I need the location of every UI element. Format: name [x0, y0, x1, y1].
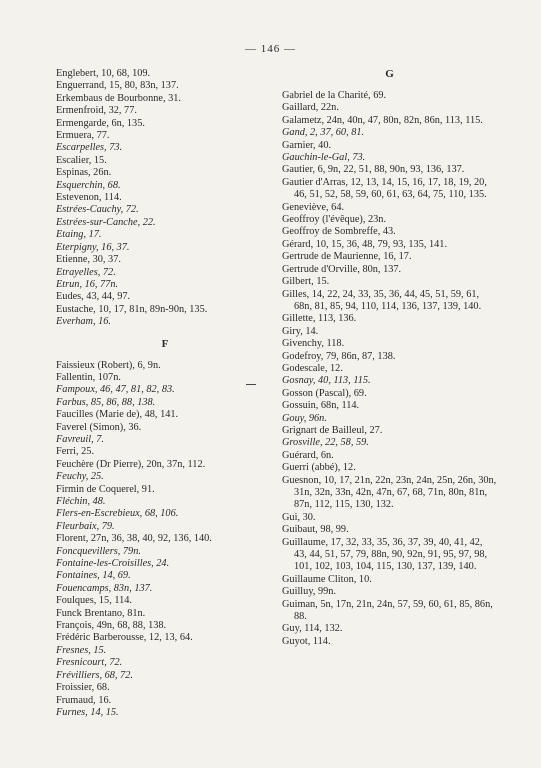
index-entry: Ermengarde, 6n, 135. — [56, 117, 145, 129]
index-entry: Geoffroy de Sombreffe, 43. — [282, 226, 396, 238]
index-entry: Eustache, 10, 17, 81n, 89n-90n, 135. — [56, 303, 208, 315]
index-entry: Faissieux (Robert), 6, 9n. — [56, 359, 161, 371]
index-entry: Etrun, 16, 77n. — [56, 278, 119, 290]
index-entry: Guillaume Cliton, 10. — [282, 573, 372, 585]
margin-mark — [246, 384, 256, 385]
index-entry: Furnes, 14, 15. — [56, 706, 119, 718]
index-entry: Gauchin-le-Gal, 73. — [282, 152, 366, 164]
index-entry: Gertrude d'Orville, 80n, 137. — [282, 263, 402, 275]
index-entry: Galametz, 24n, 40n, 47, 80n, 82n, 86n, 113, 115. — [282, 114, 483, 126]
index-entry: Funck Brentano, 81n. — [56, 607, 146, 619]
index-entry: Englebert, 10, 68, 109. — [56, 68, 151, 79]
index-entry: Fléchin, 48. — [56, 496, 106, 507]
index-entry: Etienne, 30, 37. — [56, 254, 121, 266]
index-entry: Gouy, 96n. — [282, 412, 327, 424]
index-entry: Eterpigny, 16, 37. — [56, 241, 130, 253]
index-entry: Gillette, 113, 136. — [282, 313, 357, 325]
index-entry: Frédéric Barberousse, 12, 13, 64. — [56, 632, 193, 644]
index-entry: Escalier, 15. — [56, 154, 107, 166]
index-entry: Grosville, 22, 58, 59. — [282, 437, 369, 449]
index-entry: Fleurbaix, 79. — [56, 520, 115, 532]
index-entry: Foncquevillers, 79n. — [56, 545, 141, 557]
index-entry: Everham, 16. — [56, 316, 112, 328]
index-entry: François, 49n, 68, 88, 138. — [56, 620, 167, 632]
index-entry: Estrées-sur-Canche, 22. — [56, 216, 156, 228]
index-entry: Froissier, 68. — [56, 682, 110, 694]
page-number: — 146 — — [245, 43, 296, 55]
index-entry: Gertrude de Maurienne, 16, 17. — [282, 251, 412, 263]
index-entry: Guy, 114, 132. — [282, 623, 343, 635]
index-entry: Ermuera, 77. — [56, 130, 110, 142]
index-entry: Enguerrand, 15, 80, 83n, 137. — [56, 80, 179, 92]
index-entry: Faucilles (Marie de), 48, 141. — [56, 409, 179, 421]
index-column-left — [56, 68, 274, 719]
index-entry: Frévilliers, 68, 72. — [56, 669, 133, 681]
index-entry: Firmin de Coquerel, 91. — [56, 483, 155, 495]
index-entry: Gossuin, 68n, 114. — [282, 400, 360, 412]
index-entry: Guiman, 5n, 17n, 21n, 24n, 57, 59, 60, 61, 85, 86n, 88. — [282, 598, 493, 623]
index-entry: Gérard, 10, 15, 36, 48, 79, 93, 135, 141. — [282, 238, 448, 250]
index-entry: Gabriel de la Charité, 69. — [282, 90, 387, 101]
index-entry: Guillaume, 17, 32, 33, 35, 36, 37, 39, 40, 41, 42, 43, 44, 51, 57, 79, 88n, 90, 92n, 91, 95, 97, 98, 101, 102, 103, 104, 115, 130, 137, 139, 140. — [282, 536, 488, 573]
index-entry: Estrées-Cauchy, 72. — [56, 204, 139, 216]
index-entry: Garnier, 40. — [282, 139, 332, 151]
index-entry: Godescale, 12. — [282, 362, 343, 374]
index-list-e — [56, 68, 274, 329]
index-entry: Feuchère (Dr Pierre), 20n, 37n, 112. — [56, 458, 206, 470]
index-entry: Ermenfroid, 32, 77. — [56, 105, 137, 117]
index-entry: Geoffroy (l'évêque), 23n. — [282, 214, 387, 226]
index-entry: Ferri, 25. — [56, 446, 95, 458]
section-letter-f: F — [161, 337, 169, 350]
index-entry: Faverel (Simon), 36. — [56, 421, 142, 433]
index-entry: Farbus, 85, 86, 88, 138. — [56, 396, 156, 408]
index-entry: Gilles, 14, 22, 24, 33, 35, 36, 44, 45, 51, 59, 61, 68n, 81, 85, 94, 110, 114, 136, 137, 139, 140. — [282, 288, 482, 312]
index-entry: Gosson (Pascal), 69. — [282, 387, 367, 399]
index-entry: Godefroy, 79, 86n, 87, 138. — [282, 350, 396, 362]
index-entry: Guilluy, 99n. — [282, 586, 336, 598]
index-entry: Favreuil, 7. — [56, 433, 104, 445]
index-entry: Eudes, 43, 44, 97. — [56, 291, 131, 303]
index-entry: Espinas, 26n. — [56, 167, 112, 179]
index-entry: Gautier d'Arras, 12, 13, 14, 15, 16, 17, 18, 19, 20, 46, 51, 52, 58, 59, 60, 61, 63, 64, 75, 110, 135. — [282, 176, 487, 201]
index-entry: Gui, 30. — [282, 511, 316, 523]
index-entry: Escarpelles, 73. — [56, 142, 123, 154]
index-entry: Guérard, 6n. — [282, 449, 334, 461]
section-letter-g: G — [385, 68, 394, 80]
index-entry: Guibaut, 98, 99. — [282, 524, 349, 536]
index-entry: Fampoux, 46, 47, 81, 82, 83. — [56, 384, 175, 396]
index-column-right — [282, 68, 497, 648]
index-entry: Geneviève, 64. — [282, 201, 345, 213]
index-entry: Givenchy, 118. — [282, 338, 345, 350]
index-entry: Florent, 27n, 36, 38, 40, 92, 136, 140. — [56, 533, 212, 545]
index-entry: Grignart de Bailleul, 27. — [282, 424, 383, 436]
index-entry: Erkembaus de Bourbonne, 31. — [56, 92, 181, 104]
index-entry: Feuchy, 25. — [56, 471, 104, 483]
index-entry: Fontaine-les-Croisilles, 24. — [56, 558, 170, 570]
index-entry: Gilbert, 15. — [282, 276, 330, 288]
index-entry: Gaillard, 22n. — [282, 102, 339, 114]
index-entry: Estevenon, 114. — [56, 192, 122, 204]
index-entry: Gautier, 6, 9n, 22, 51, 88, 90n, 93, 136, 137. — [282, 164, 465, 176]
index-entry: Guesnon, 10, 17, 21n, 22n, 23n, 24n, 25n, 26n, 30n, 31n, 32n, 33n, 42n, 47n, 67, 68, 71n, 80n, 81n, 87n, 112, 115, 130, 132. — [282, 474, 497, 511]
index-entry: Esquerchin, 68. — [56, 179, 121, 191]
index-entry: Fouencamps, 83n, 137. — [56, 582, 153, 594]
index-list-f — [56, 360, 274, 720]
index-entry: Flers-en-Escrebieux, 68, 106. — [56, 508, 179, 520]
index-entry: Fontaines, 14, 69. — [56, 570, 131, 582]
index-entry: Guerri (abbé), 12. — [282, 462, 356, 474]
index-entry: Giry, 14. — [282, 325, 319, 337]
index-entry: Fresnicourt, 72. — [56, 657, 123, 669]
index-entry: Fresnes, 15. — [56, 644, 107, 656]
index-entry: Gand, 2, 37, 60, 81. — [282, 127, 365, 139]
index-list-g — [282, 90, 497, 648]
index-entry: Frumaud, 16. — [56, 694, 112, 706]
index-entry: Gosnay, 40, 113, 115. — [282, 375, 371, 387]
index-entry: Foulques, 15, 114. — [56, 595, 132, 607]
index-entry: Etrayelles, 72. — [56, 266, 116, 278]
index-entry: Etaing, 17. — [56, 229, 102, 241]
index-entry: Guyot, 114. — [282, 635, 331, 647]
index-entry: Fallentin, 107n. — [56, 371, 121, 383]
